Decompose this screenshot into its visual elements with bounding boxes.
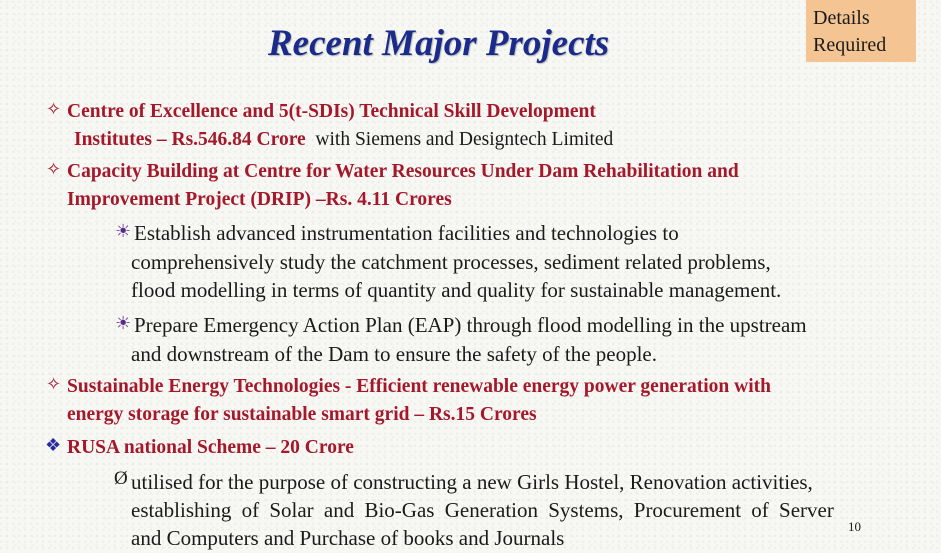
details-required-box [806, 0, 916, 62]
item-2-line-1: Capacity Building at Centre for Water Resources Under Dam Rehabilitation and [67, 161, 739, 182]
item-1-partners: with Siemens and Designtech Limited [315, 129, 614, 150]
item-3-line-1: Sustainable Energy Technologies - Efficient renewable energy power generation with [67, 376, 771, 397]
details-box-line2: Required [813, 34, 887, 56]
slide-title: Recent Major Projects [268, 23, 610, 64]
item-1-line-2 [74, 126, 613, 154]
arrow-bullet-icon: Ø [114, 468, 128, 489]
item-2-sub-2-line-1: Prepare Emergency Action Plan (EAP) through flood modelling in the upstream [134, 313, 807, 337]
item-1-line-1: Centre of Excellence and 5(t-SDIs) Technical Skill Development [67, 101, 596, 122]
item-4-sub-1-line-2: establishing of Solar and Bio-Gas Generation Systems, Procurement of Server [131, 498, 834, 522]
item-3-line-2: energy storage for sustainable smart grid – Rs.15 Crores [67, 404, 537, 425]
item-4-sub-1-line-3: and Computers and Purchase of books and Journals [131, 526, 565, 550]
star-outline-bullet-icon: ✧ [46, 159, 62, 179]
item-2-sub-1-line-3: flood modelling in terms of quantity and quality for sustainable management. [131, 278, 782, 302]
diamond-bullet-icon: ❖ [45, 435, 62, 455]
item-4-line-1: RUSA national Scheme – 20 Crore [67, 437, 354, 458]
item-2-sub-1-line-1: Establish advanced instrumentation facilities and technologies to [134, 221, 679, 245]
item-1-cost: Institutes – Rs.546.84 Crore [74, 129, 306, 150]
details-box-line1: Details [813, 7, 870, 29]
star-outline-bullet-icon: ✧ [46, 374, 62, 394]
sun-bullet-icon: ☀ [115, 221, 132, 241]
star-outline-bullet-icon: ✧ [46, 99, 62, 119]
item-2-sub-2-line-2: and downstream of the Dam to ensure the safety of the people. [131, 342, 657, 366]
page-number: 10 [848, 519, 861, 534]
item-2-line-2: Improvement Project (DRIP) –Rs. 4.11 Crores [67, 189, 452, 210]
sun-bullet-icon: ☀ [115, 313, 132, 333]
item-4-sub-1-line-1: utilised for the purpose of constructing a new Girls Hostel, Renovation activities, [131, 470, 813, 494]
item-2-sub-1-line-2: comprehensively study the catchment processes, sediment related problems, [131, 250, 771, 274]
